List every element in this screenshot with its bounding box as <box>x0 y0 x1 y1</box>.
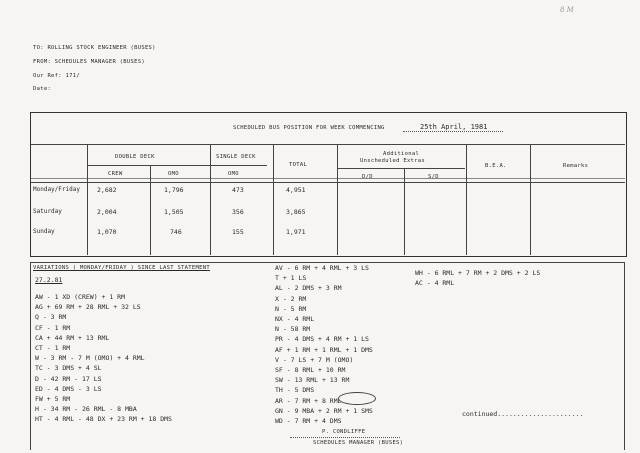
variation-line: PR - 4 DMS + 4 RM + 1 LS <box>275 335 369 344</box>
table-rule <box>150 165 151 255</box>
variation-line: AG + 69 RM + 28 RML + 32 LS <box>35 303 141 312</box>
variation-line: TH - 5 DMS <box>275 386 315 395</box>
variation-line: AV - 6 RM + 4 RML + 3 LS <box>275 264 369 272</box>
variation-line: CT - 1 RM <box>35 344 71 352</box>
header-total: TOTAL <box>289 162 308 168</box>
variation-line: CA + 44 RM + 13 RML <box>35 333 110 342</box>
variation-line: V - 7 LS + 7 M (OMO) <box>275 355 354 364</box>
variations-rule <box>624 262 625 450</box>
table-rule <box>530 144 531 255</box>
row-total: 3,865 <box>286 208 306 216</box>
header-sd: S/D <box>428 174 439 180</box>
variation-line: AR - 7 RM + 8 RML <box>275 396 342 405</box>
row-omo: 1,505 <box>164 208 184 216</box>
table-rule <box>337 168 465 169</box>
table-rule <box>87 144 88 255</box>
table-rule <box>337 144 338 255</box>
handwritten-circle <box>338 392 376 405</box>
row-crew: 1,070 <box>97 228 117 236</box>
date-line: Date: <box>33 86 52 92</box>
row-crew: 2,004 <box>97 208 117 216</box>
row-crew: 2,682 <box>97 186 117 194</box>
variation-line: HT - 4 RML - 48 DX + 23 RM + 18 DMS <box>35 415 172 424</box>
variation-line: GN - 9 MBA + 2 RM + 1 SMS <box>275 406 373 415</box>
row-sd: 356 <box>232 208 244 216</box>
row-sd: 155 <box>232 228 244 236</box>
ref-line: Our Ref: 171/ <box>33 73 80 79</box>
variations-date: 27.2.81 <box>35 276 63 284</box>
row-day: Saturday <box>33 208 62 215</box>
variations-heading: VARIATIONS ( MONDAY/FRIDAY ) SINCE LAST STATEMENT <box>33 265 210 271</box>
header-unscheduled: Unscheduled Extras <box>360 158 426 164</box>
row-total: 4,951 <box>286 186 306 194</box>
header-crew: CREW <box>108 171 123 177</box>
variation-line: Q - 3 RM <box>35 313 67 322</box>
variation-line: T + 1 LS <box>275 274 307 283</box>
variation-line: FW + 5 RM <box>35 395 71 403</box>
variation-line: SW - 13 RML + 13 RM <box>275 376 350 385</box>
schedule-table <box>30 112 627 257</box>
corner-note: 8 M <box>560 6 574 14</box>
variation-line: CF - 1 RM <box>35 323 71 332</box>
header-additional: Additional <box>383 151 420 157</box>
variation-line: AL - 2 DMS + 3 RM <box>275 284 342 293</box>
table-rule <box>31 182 625 183</box>
signature-line <box>290 437 400 438</box>
row-sd: 473 <box>232 186 244 194</box>
week-underline <box>403 131 503 132</box>
table-rule <box>31 144 625 145</box>
variation-line: WH - 6 RML + 7 RM + 2 DMS + 2 LS <box>415 269 541 277</box>
table-rule <box>404 168 405 255</box>
variation-line: D - 42 RM - 17 LS <box>35 374 102 383</box>
signature-name: P. CONDLIFFE <box>322 429 366 435</box>
header-omo-single: OMO <box>228 171 239 177</box>
variation-line: AF + 1 RM + 1 RML + 1 DMS <box>275 345 373 354</box>
header-bea: B.E.A. <box>485 163 507 169</box>
row-day: Monday/Friday <box>33 186 80 193</box>
variation-line: W - 3 RM - 7 M (OMO) + 4 RML <box>35 354 145 363</box>
variation-line: H - 34 RM - 26 RML - 8 MBA <box>35 405 137 414</box>
header-remarks: Remarks <box>563 163 589 169</box>
table-rule <box>273 144 274 255</box>
to-line: TO: ROLLING STOCK ENGINEER (BUSES) <box>33 45 156 51</box>
header-omo: OMO <box>168 171 179 177</box>
row-omo: 746 <box>170 228 182 236</box>
variation-line: N - 5 RM <box>275 304 307 313</box>
table-title: SCHEDULED BUS POSITION FOR WEEK COMMENCING <box>233 125 385 131</box>
variation-line: NX - 4 RML <box>275 315 315 323</box>
signature-title: SCHEDULES MANAGER (BUSES) <box>313 440 404 446</box>
table-rule <box>87 165 267 166</box>
row-total: 1,971 <box>286 228 306 236</box>
table-rule <box>31 178 625 179</box>
variation-line: AC - 4 RML <box>415 279 455 288</box>
variation-line: TC - 3 DMS + 4 SL <box>35 364 102 373</box>
variation-line: AW - 1 XD (CREW) + 1 RM <box>35 293 126 301</box>
header-dd: D/D <box>362 174 373 180</box>
header-double-deck: DOUBLE DECK <box>115 154 155 160</box>
table-rule <box>466 144 467 255</box>
table-rule <box>210 144 211 255</box>
variations-rule <box>30 262 31 450</box>
week-date: 25th April, 1981 <box>420 123 488 131</box>
row-omo: 1,796 <box>164 186 184 194</box>
variation-line: N - 58 RM <box>275 325 311 334</box>
row-day: Sunday <box>33 228 55 235</box>
continued-note: continued...................... <box>462 410 584 418</box>
variation-line: WD - 7 RM + 4 DMS <box>275 417 342 425</box>
variations-rule <box>30 262 625 263</box>
variation-line: X - 2 RM <box>275 294 307 303</box>
variation-line: SF - 8 RML + 10 RM <box>275 366 346 374</box>
variation-line: ED - 4 DMS - 3 LS <box>35 384 102 393</box>
from-line: FROM: SCHEDULES MANAGER (BUSES) <box>33 59 145 65</box>
header-single-deck: SINGLE DECK <box>216 154 256 160</box>
